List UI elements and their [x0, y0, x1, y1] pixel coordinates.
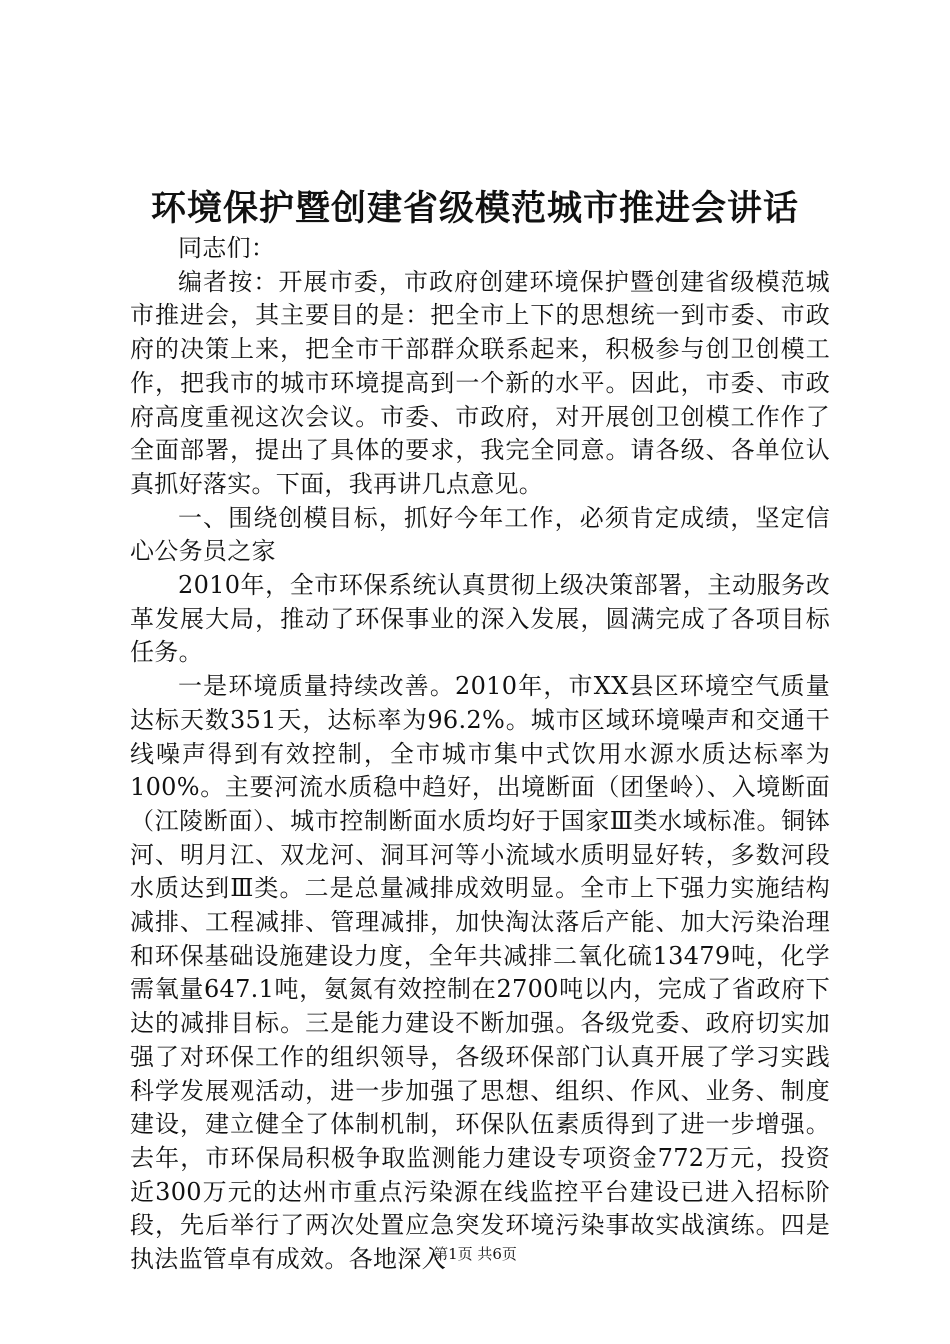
- document-title: 环境保护暨创建省级模范城市推进会讲话: [150, 188, 799, 229]
- page-number-footer: 第1页 共6页: [433, 1245, 517, 1263]
- salutation-paragraph: 同志们：: [178, 234, 276, 262]
- editor-note-paragraph: 编者按：开展市委，市政府创建环境保护暨创建省级模范城市推进会，其主要目的是：把全市上下的思想统一到市委、市政府的决策上来，把全市干部群众联系起来，积极参与创卫创模工作，把我市的城市环境提高到一个新的水平。因此，市委、市政府高度重视这次会议。市委、市政府，对开展创卫创模工作作了全面部署，提出了具体的要求，我完全同意。请各级、各单位认真抓好落实。下面，我再讲几点意见。: [130, 267, 830, 498]
- achievements-paragraph: 一是环境质量持续改善。2010年，市XX县区环境空气质量达标天数351天，达标率为96.2%。城市区域环境噪声和交通干线噪声得到有效控制，全市城市集中式饮用水源水质达标率为100%。主要河流水质稳中趋好，出境断面（团堡岭）、入境断面（江陵断面）、城市控制断面水质均好于国家Ⅲ类水域标准。铜钵河、明月江、双龙河、洞耳河等小流域水质明显好转，多数河段水质达到Ⅲ类。二是总量减排成效明显。全市上下强力实施结构减排、工程减排、管理减排，加快淘汰落后产能、加大污染治理和环保基础设施建设力度，全年共减排二氧化硫13479吨，化学需氧量647.1吨，氨氮有效控制在2700吨以内，完成了省政府下达的减排目标。三是能力建设不断加强。各级党委、政府切实加强了对环保工作的组织领导，各级环保部门认真开展了学习实践科学发展观活动，进一步加强了思想、组织、作风、业务、制度建设，建立健全了体制机制，环保队伍素质得到了进一步增强。去年，市环保局积极争取监测能力建设专项资金772万元，投资近300万元的达州市重点污染源在线监控平台建设已进入招标阶段，先后举行了两次处置应急突发环境污染事故实战演练。四是执法监管卓有成效。各地深入: [130, 672, 830, 1274]
- section-heading-paragraph: 一、围绕创模目标，抓好今年工作，必须肯定成绩，坚定信心公务员之家: [130, 503, 830, 566]
- document-body: [130, 232, 830, 1277]
- summary-paragraph: 2010年，全市环保系统认真贯彻上级决策部署，主动服务改革发展大局，推动了环保事业的深入发展，圆满完成了各项目标任务。: [130, 571, 830, 667]
